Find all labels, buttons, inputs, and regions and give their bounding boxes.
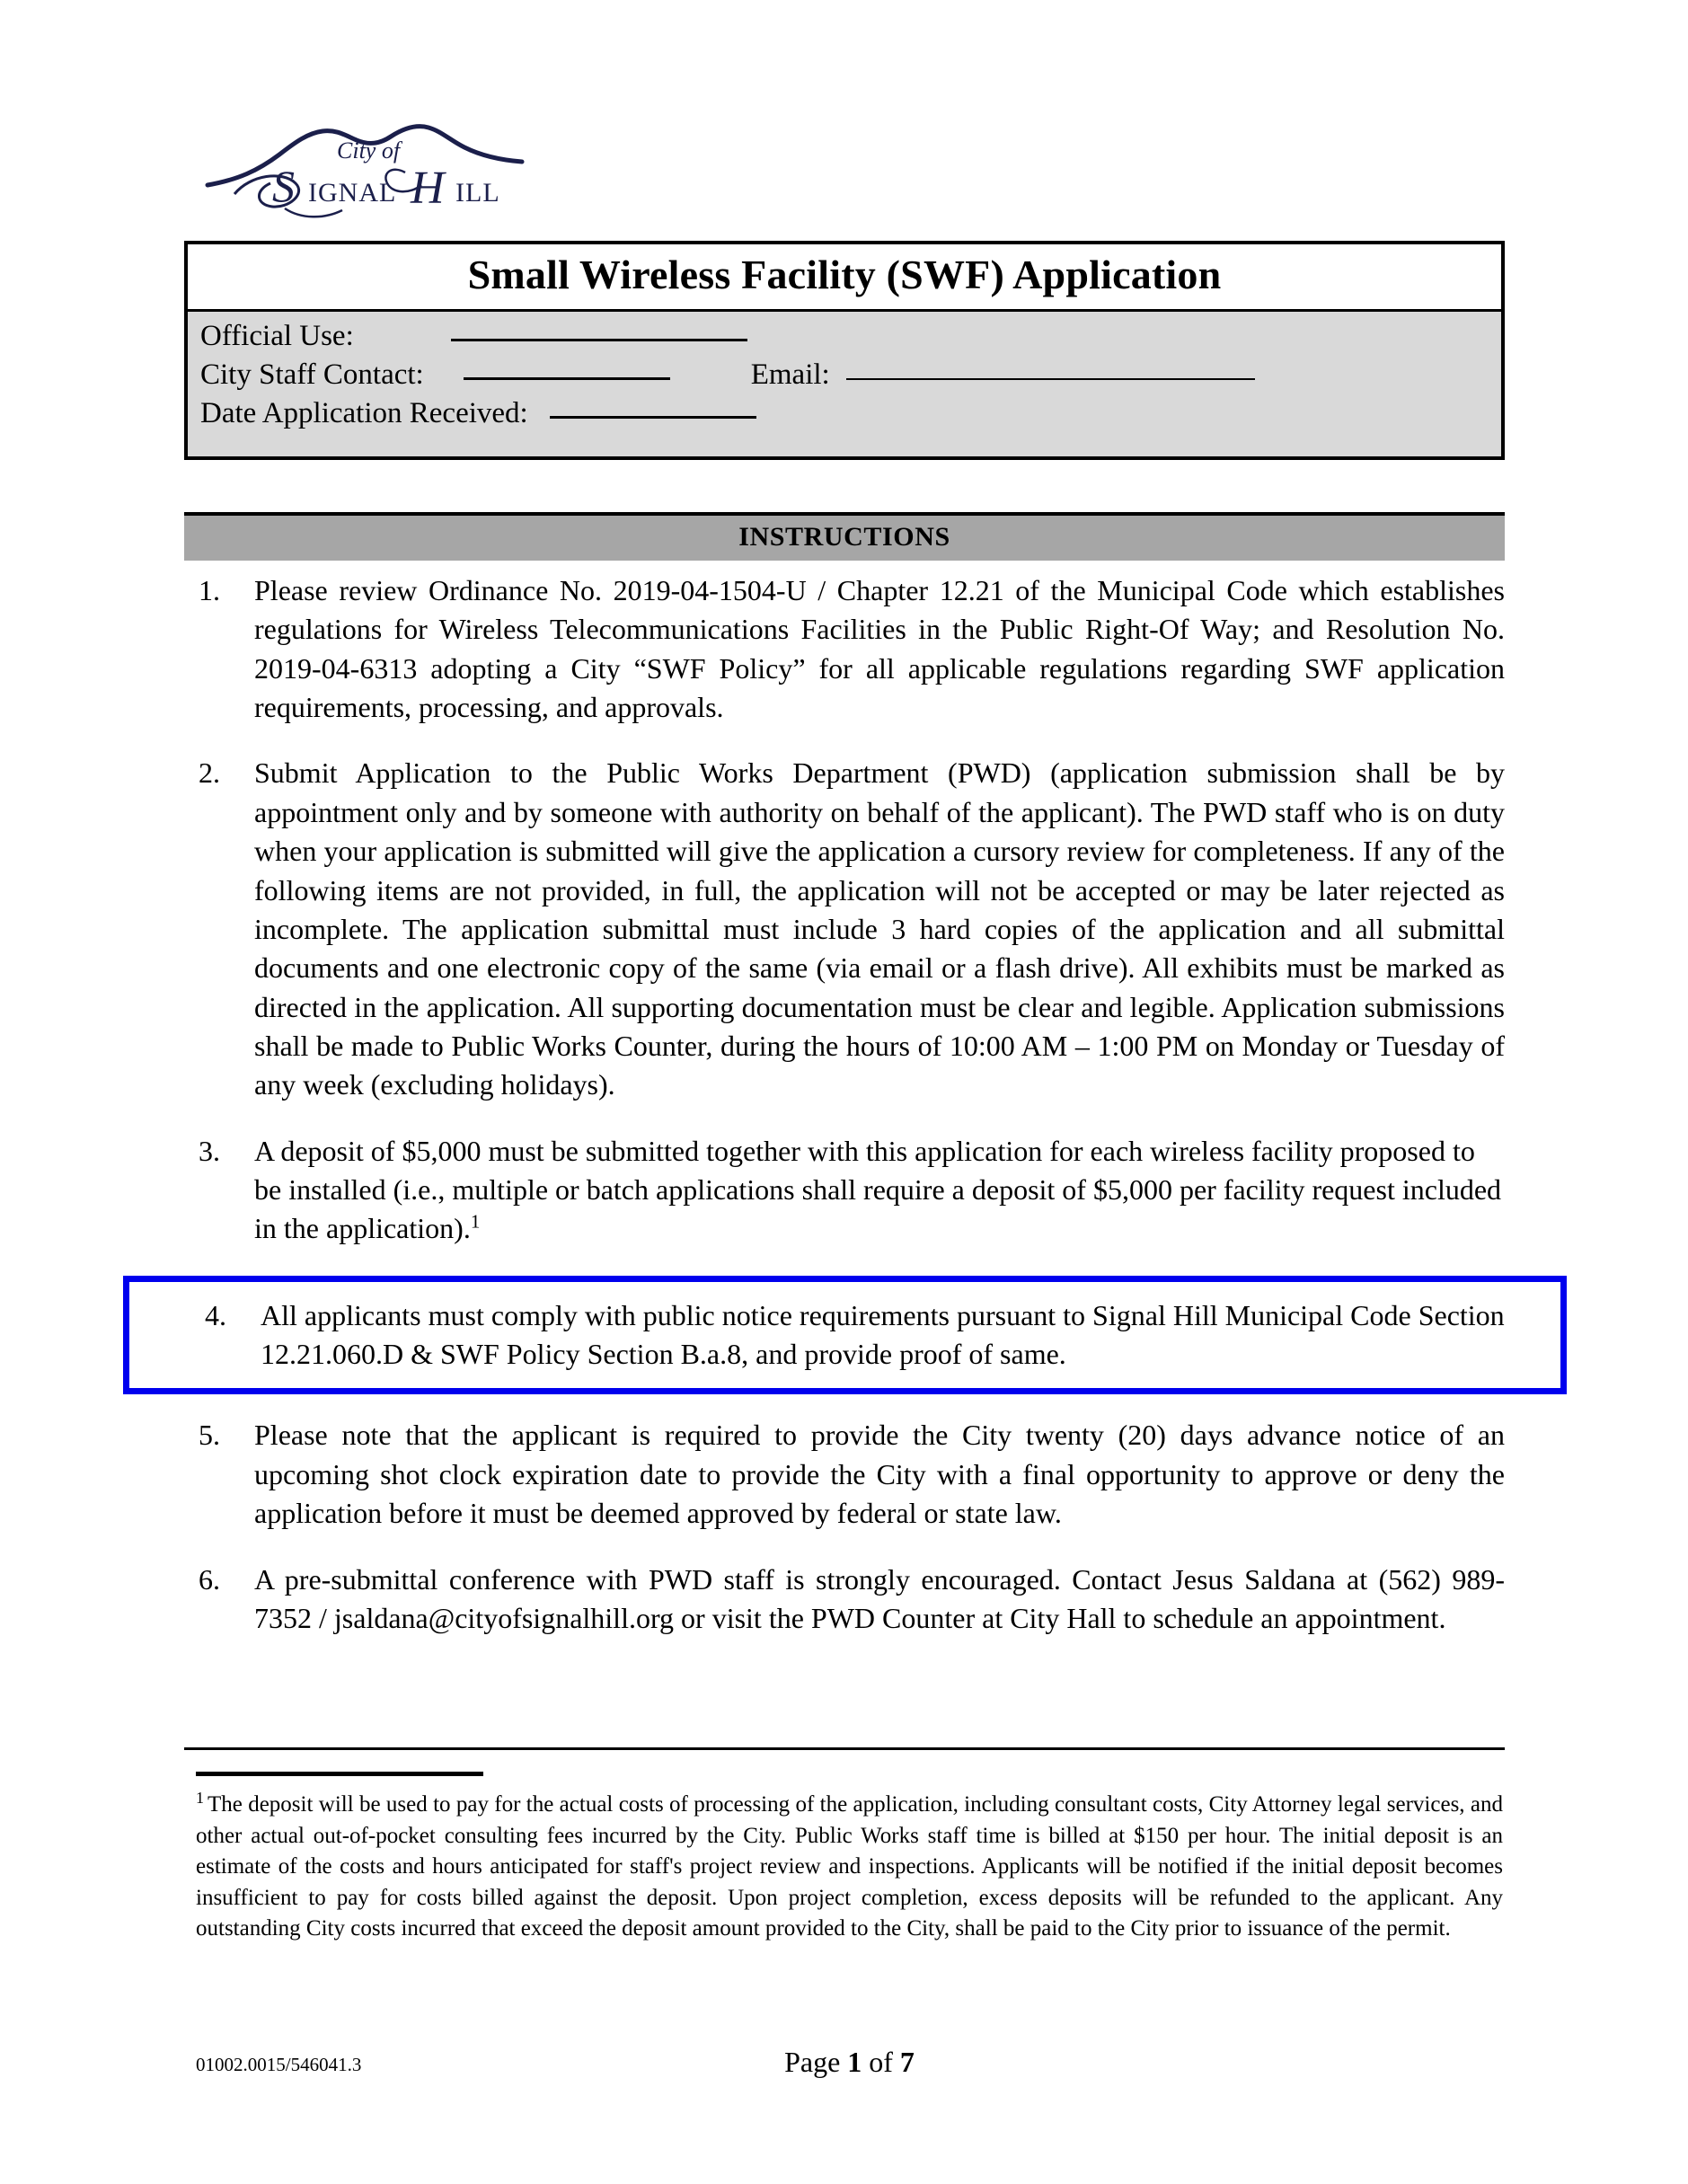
svg-text:ILL: ILL <box>455 178 500 208</box>
official-use-row <box>200 317 1489 356</box>
instruction-item-2 <box>184 754 1505 1104</box>
instruction-item-4-highlight <box>123 1276 1567 1395</box>
footnote-marker: 1 <box>196 1788 204 1807</box>
page-total: 7 <box>899 2046 915 2078</box>
page-number: 1 <box>847 2046 862 2078</box>
footnote-reference[interactable]: 1 <box>470 1210 481 1233</box>
official-use-section <box>188 309 1501 456</box>
instruction-text: Submit Application to the Public Works Department (PWD) (application submission shall be by appointment only and by someone with authority on behalf of the applicant). The PWD staff who is on duty when your application is submitted will give the application a cursory review for completeness. If any of the following items are not provided, in full, the application will not be accepted or may be later rejected as incomplete. The application submittal must include 3 hard copies of the application and all submittal documents and one electronic copy of the same (via email or a flash drive). All exhibits must be marked as directed in the application. All supporting documentation must be clear and legible. Application submissions shall be made to Public Works Counter, during the hours of 10:00 AM – 1:00 PM on Monday or Tuesday of any week (excluding holidays). <box>254 756 1505 1101</box>
instructions-header: INSTRUCTIONS <box>184 512 1505 561</box>
form-header-box <box>184 241 1505 460</box>
instruction-text: All applicants must comply with public notice requirements pursuant to Signal Hill Municipal Code Section 12.21.060.D & SWF Policy Section B.a.8, and provide proof of same. <box>261 1298 1505 1371</box>
svg-text:H: H <box>411 163 445 214</box>
footnote-1 <box>196 1790 1503 1945</box>
instruction-text: A pre-submittal conference with PWD staff is strongly encouraged. Contact Jesus Saldana at (562) 989-7352 / jsaldana@cityofsignalhill.org or visit the PWD Counter at City Hall to schedule an appointment. <box>254 1562 1505 1634</box>
svg-text:IGNAL: IGNAL <box>308 178 397 208</box>
instruction-item-4 <box>129 1296 1544 1375</box>
email-input[interactable] <box>846 378 1255 380</box>
page-indicator <box>196 2045 1503 2079</box>
city-staff-contact-input[interactable] <box>464 377 670 380</box>
instruction-text: Please review Ordinance No. 2019-04-1504-U / Chapter 12.21 of the Municipal Code which establishes regulations for Wireless Telecommunications Facilities in the Public Right-Of Way; and Resolution No. 2019-04-6313 adopting a City “SWF Policy” for all applicable regulations regarding SWF application requirements, processing, and approvals. <box>254 574 1505 724</box>
instruction-item-1 <box>184 571 1505 727</box>
instruction-number: 6. <box>199 1562 220 1596</box>
page-footer <box>196 2045 1503 2084</box>
instruction-item-3 <box>184 1132 1505 1249</box>
instructions-list <box>184 571 1505 1638</box>
instruction-text: Please note that the applicant is required to provide the City twenty (20) days advance notice of an upcoming shot clock expiration date to provide the City with a final opportunity to approve or deny the application before it must be deemed approved by federal or state law. <box>254 1419 1505 1530</box>
date-received-row <box>200 394 1489 433</box>
document-number: 01002.0015/546041.3 <box>196 2054 362 2075</box>
page-title: Small Wireless Facility (SWF) Application <box>188 244 1501 309</box>
city-staff-contact-label: City Staff Contact: <box>200 358 424 391</box>
svg-text:City of: City of <box>337 137 401 164</box>
instruction-item-5 <box>184 1416 1505 1533</box>
page-prefix: Page <box>784 2046 841 2078</box>
instruction-number: 1. <box>199 574 220 606</box>
instruction-text-wrap <box>254 1132 1505 1249</box>
city-logo <box>202 108 544 225</box>
svg-text:S: S <box>272 161 295 211</box>
date-received-input[interactable] <box>550 416 756 419</box>
content-divider <box>184 1747 1505 1750</box>
instruction-number: 3. <box>199 1134 220 1167</box>
footnote-text: The deposit will be used to pay for the actual costs of processing of the application, including consultant costs, City Attorney legal services, and other actual out-of-pocket consulting fees incurred by the City. Public Works staff time is billed at $150 per hour. The initial deposit is an estimate of the costs and hours anticipated for staff's project review and inspections. Applicants will be notified if the initial deposit becomes insufficient to pay for costs billed against the deposit. Upon project completion, excess deposits will be refunded to the applicant. Any outstanding City costs incurred that exceed the deposit amount provided to the City, shall be paid to the City prior to issuance of the permit. <box>196 1792 1503 1941</box>
page-of: of <box>869 2046 893 2078</box>
official-use-label: Official Use: <box>200 320 354 353</box>
signal-hill-city-logo-icon <box>202 108 544 225</box>
footnote-separator <box>196 1772 483 1776</box>
city-staff-contact-row <box>200 356 1489 394</box>
instruction-item-6 <box>184 1561 1505 1639</box>
instruction-number: 4. <box>205 1298 226 1331</box>
instruction-text: A deposit of $5,000 must be submitted together with this application for each wireless facility proposed to be installed (i.e., multiple or batch applications shall require a deposit of $5,000 per facility request included in the application). <box>254 1134 1502 1245</box>
instruction-number: 2. <box>199 756 220 790</box>
official-use-input[interactable] <box>451 339 747 341</box>
instruction-number: 5. <box>199 1419 220 1452</box>
email-label: Email: <box>750 358 830 391</box>
date-received-label: Date Application Received: <box>200 396 528 429</box>
